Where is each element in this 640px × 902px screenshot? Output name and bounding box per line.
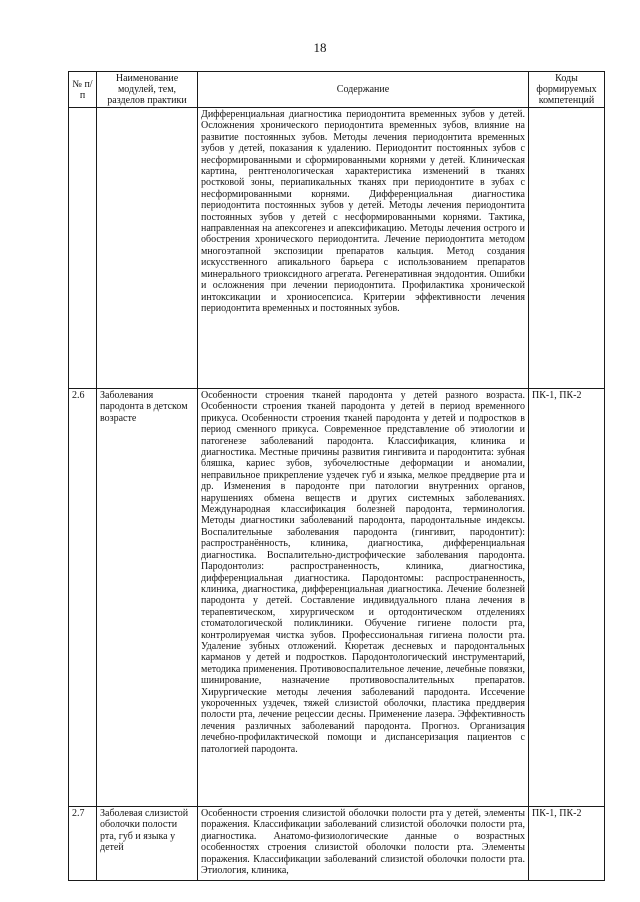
row-content: Особенности строения тканей пародонта у детей разного возраста. Особенности строения тканей пародонта у детей в период временного прикуса. Особенности строения тканей пародонта у детей и подростков в период сменного прикуса. Современное представление об этиологии и патогенезе заболеваний пародонта. Классификация, клиника и диагностика. Местные причины развития гингивита и пародонтита: зубная бляшка, кариес зубов, зубочелюстные деформации и аномалии, неправильное прикрепление уздечек губ и языка, мелкое преддверие рта и др. Изменения в пародонте при патологии внутренних органов, нарушениях обмена веществ и других системных заболеваниях. Международная классификация болезней пародонта, терминология. Методы диагностики заболеваний пародонта, пародонтальные индексы. Воспалительные заболевания пародонта (гингивит, пародонтит): распространённость, клиника, диагностика, дифференциальная диагностика. Воспалительно-дистрофические заболевания пародонта. Пародонтолиз: распространенность, клиника, диагностика, дифференциальная диагностика. Пародонтомы: распространенность, клиника, диагностика, дифференциальная диагностика. Лечение болезней пародонта у детей. Составление индивидуального плана лечения в терапевтическом, хирургическом и ортодонтическом отделениях стоматологической поликлиники. Обучение гигиене полости рта, контролируемая чистка зубов. Профессиональная гигиена полости рта. Удаление зубных отложений. Кюретаж десневых и пародонтальных карманов у детей и подростков. Пародонтологический инструментарий, методика применения. Противовоспалительное лечение, лечебные повязки, шинирование, назначение противовоспалительных препаратов. Хирургические методы лечения заболеваний пародонта. Иссечение укороченных уздечек, тяжей слизистой оболочки, пластика преддверия полости рта, лечение рецессии десны. Применение лазера. Эффективность лечения различных заболеваний пародонта. Прогноз. Организация лечебно-профилактической помощи и диспансеризация пациентов с патологией пародонта. <box>198 389 529 807</box>
row-codes <box>529 108 605 389</box>
row-codes: ПК-1, ПК-2 <box>529 807 605 881</box>
row-name: Заболевания пародонта в детском возрасте <box>97 389 198 807</box>
header-content: Содержание <box>198 72 529 108</box>
table-row <box>69 108 605 389</box>
row-content: Дифференциальная диагностика периодонтита временных зубов у детей. Осложнения хронического периодонтита временных зубов, влияние на развитие постоянных зубов. Методы лечения периодонтита временных зубов у детей, показания к удалению. Периодонтит постоянных зубов с несформированными и сформированными корнями у детей. Клиническая картина, рентгенологическая характеристика изменений в тканях ростковой зоны, периапикальных тканях при периодонтите в зубах с несформированными корнями. Дифференциальная диагностика периодонтита постоянных зубов у детей. Методы лечения периодонтита постоянных зубов у детей с несформированными корнями. Тактика, направленная на апексогенез и апексификацию. Методы лечения острого и обострения хронического периодонтита. Лечение периодонтита методом многоэтапной экспозиции препаратов кальция. Метод создания искусственного апикального барьера с использованием препаратов минерального триоксидного агрегата. Регенеративная эндодонтия. Ошибки и осложнения при лечении периодонтита. Профилактика хронической интоксикации и хрониосепсиса. Критерии эффективности лечения периодонтита временных и постоянных зубов. <box>198 108 529 389</box>
row-name: Заболевая слизистой оболочки полости рта, губ и языка у детей <box>97 807 198 881</box>
row-content: Особенности строения слизистой оболочки полости рта у детей, элементы поражения. Классификации заболеваний слизистой оболочки полости рта, диагностика. Анатомо-физиологические данные о возрастных особенностях строения слизистой оболочки полости рта. Элементы поражения. Классификации заболеваний слизистой оболочки полости рта. Этиология, клиника, <box>198 807 529 881</box>
row-name <box>97 108 198 389</box>
header-name: Наименование модулей, тем, разделов практики <box>97 72 198 108</box>
row-num: 2.6 <box>69 389 97 807</box>
curriculum-table <box>68 71 605 881</box>
row-codes: ПК-1, ПК-2 <box>529 389 605 807</box>
row-num <box>69 108 97 389</box>
page-number: 18 <box>313 40 327 55</box>
table-header-row <box>69 72 605 108</box>
table-row <box>69 389 605 807</box>
header-num: № п/п <box>69 72 97 108</box>
row-num: 2.7 <box>69 807 97 881</box>
header-codes: Коды формируемых компетенций <box>529 72 605 108</box>
table-row <box>69 807 605 881</box>
